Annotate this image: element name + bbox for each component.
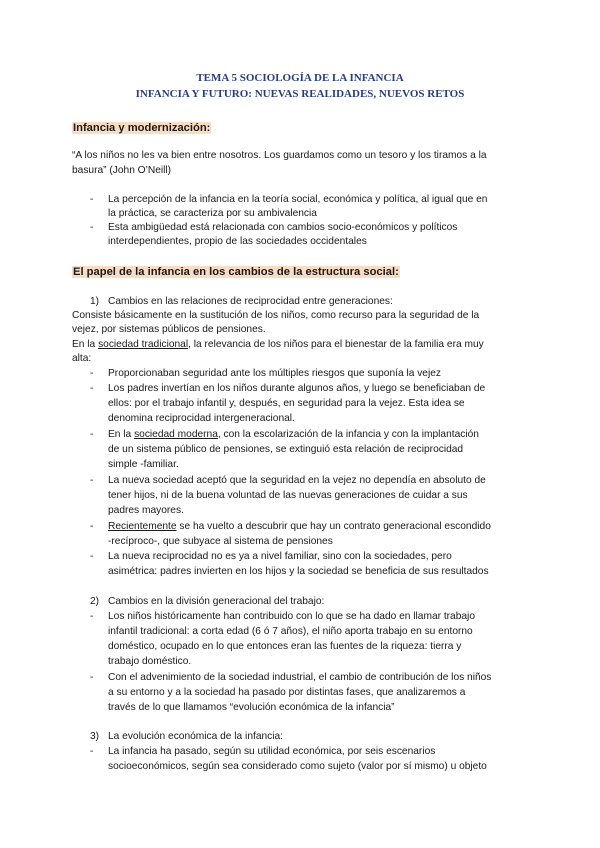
bullet-text: la práctica, se caracteriza por su ambivalencia [108,208,317,219]
bullet-text: La infancia ha pasado, según su utilidad económica, por seis escenarios [108,746,436,757]
bullet-dash: - [90,194,94,205]
list-item-title: Cambios en las relaciones de reciprocidad entre generaciones: [108,296,393,307]
list-number: 3) [90,731,100,742]
bullet-dash: - [90,611,94,622]
bullet-text: La percepción de la infancia en la teoría social, económica y política, al igual que en [108,194,488,205]
bullet-text: Con el advenimiento de la sociedad industrial, el cambio de contribución de los niños [108,672,492,683]
paragraph-line: alta: [72,353,92,364]
bullet-text: doméstico, ocupado en lo que entonces eran las fuentes de la riqueza: tierra y [108,641,462,652]
bullet-text: ellos: por el trabajo infantil y, después, en seguridad para la vejez. Esta idea se [108,398,465,409]
bullet-dash: - [90,222,94,233]
section-heading-papel-infancia: El papel de la infancia en los cambios de la estructura social: [73,266,399,278]
list-number: 1) [90,296,100,307]
bullet-text: tener hijos, ni de la buena voluntad de las nuevas generaciones de cuidar a sus [108,490,468,501]
list-item-title: Cambios en la división generacional del trabajo: [108,596,325,607]
bullet-text: padres mayores. [108,505,184,516]
bullet-dash: - [90,672,94,683]
bullet-text: de un sistema público de pensiones, se extinguió esta relación de reciprocidad [108,444,464,455]
bullet-text: -recíproco-, que subyace al sistema de pensiones [108,536,333,547]
bullet-dash: - [90,475,94,486]
bullet-text: trabajo doméstico. [108,656,192,667]
bullet-dash: - [90,383,94,394]
bullet-text: La nueva sociedad aceptó que la seguridad en la vejez no dependía en absoluto de [108,475,486,486]
quote-line: “A los niños no les va bien entre nosotros. Los guardamos como un tesoro y los tiramos a la [72,150,487,161]
list-item-title: La evolución económica de la infancia: [108,731,283,742]
underlined-term: sociedad tradicional [98,339,189,350]
bullet-text: La nueva reciprocidad no es ya a nivel familiar, sino con la sociedades, pero [108,551,452,562]
bullet-text: través de lo que llamamos “evolución económica de la infancia” [108,702,395,713]
bullet-text: asimétrica: padres invierten en los hijos y la sociedad se beneficia de sus resultados [108,566,489,577]
bullet-dash: - [90,521,94,532]
bullet-text: Los niños históricamente han contribuido con lo que se ha dado en llamar trabajo [108,611,475,622]
bullet-dash: - [90,551,94,562]
bullet-text: En la sociedad moderna, con la escolarización de la infancia y con la implantación [108,429,479,440]
bullet-text: interdependientes, propio de las sociedades occidentales [108,236,367,247]
section-heading-modernizacion: Infancia y modernización: [73,122,211,134]
bullet-text: Proporcionaban seguridad ante los múltiples riesgos que suponía la vejez [108,368,441,379]
bullet-text: a su entorno y a la sociedad ha pasado por distintas fases, que analizaremos a [108,687,466,698]
bullet-text: denomina reciprocidad intergeneracional. [108,413,295,424]
paragraph-line: vejez, por sistemas públicos de pensiones. [72,324,266,335]
bullet-text: infantil tradicional: a corta edad (6 ó 7 años), el niño aporta trabajo en su entorno [108,626,473,637]
document-title-line-2: INFANCIA Y FUTURO: NUEVAS REALIDADES, NUEVOS RETOS [135,88,465,100]
bullet-text: Recientemente se ha vuelto a descubrir que hay un contrato generacional escondido [108,521,491,532]
bullet-dash: - [90,429,94,440]
list-number: 2) [90,596,100,607]
underlined-term: sociedad moderna [134,429,218,440]
paragraph-line: En la sociedad tradicional, la relevancia de los niños para el bienestar de la familia era muy [72,339,484,350]
underlined-term: Recientemente [108,521,177,532]
paragraph-line: Consiste básicamente en la sustitución de los niños, como recurso para la seguridad de la [72,310,480,321]
bullet-text: socioeconómicos, según sea considerado como sujeto (valor por sí mismo) u objeto [108,761,487,772]
document-title-line-1: TEMA 5 SOCIOLOGÍA DE LA INFANCIA [196,72,404,84]
bullet-text: Los padres invertían en los niños durante algunos años, y luego se beneficiaban de [108,383,486,394]
bullet-dash: - [90,368,94,379]
bullet-text: simple -familiar. [108,459,179,470]
bullet-text: Esta ambigüedad está relacionada con cambios socio-económicos y políticos [108,222,458,233]
quote-line: basura” (John O’Neill) [72,165,172,176]
bullet-dash: - [90,746,94,757]
